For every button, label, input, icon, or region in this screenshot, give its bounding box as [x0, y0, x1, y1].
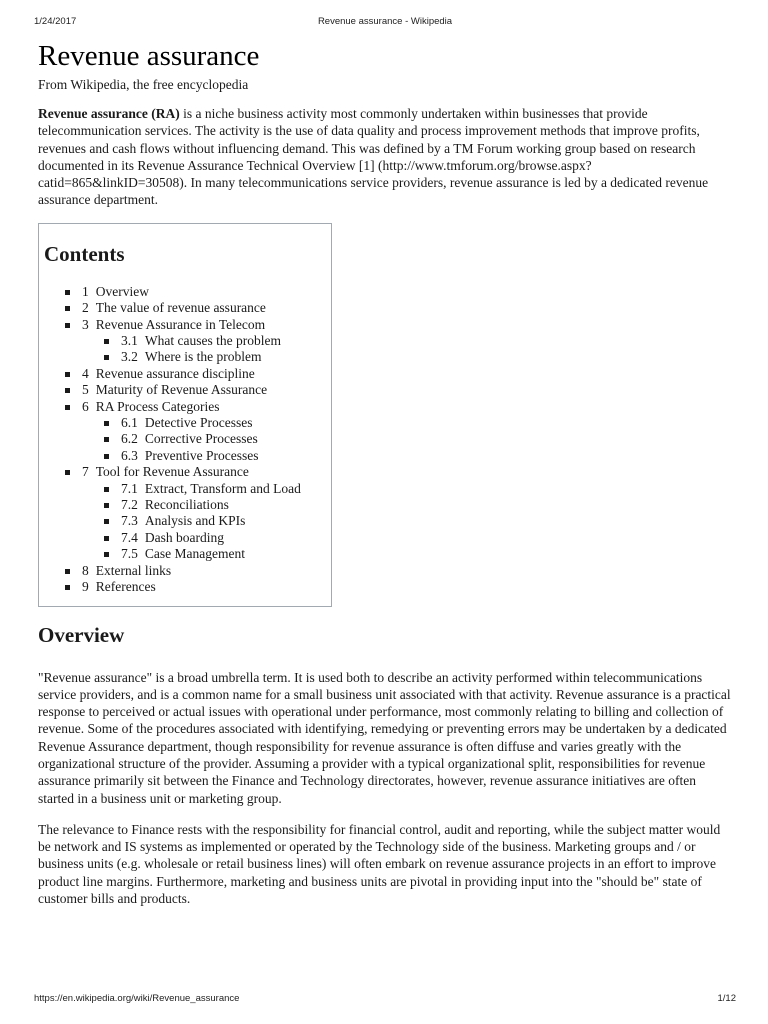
toc-item[interactable] — [44, 415, 326, 431]
toc-item-label[interactable]: Reconciliations — [144, 497, 229, 513]
toc-item[interactable] — [44, 563, 326, 579]
toc-item-number: 2 — [82, 300, 89, 316]
toc-item-label[interactable]: Dash boarding — [144, 529, 224, 545]
intro-text: is a niche business activity most commonly undertaken within businesses that provide telecommunication services. The activity is the use of data quality and process improvement methods that improve profits, revenues and cash flows without influencing demand. This was defined by a TM Forum working group based on research documented in its Revenue Assurance Technical Overview [1] (http://www.tmforum.org/browse.aspx?catid=865&linkID=30508). In many telecommunications service providers, revenue assurance is led by a dedicated revenue assurance department. — [38, 106, 709, 208]
toc-item-number: 3.1 — [121, 333, 138, 348]
print-page-title: Revenue assurance - Wikipedia — [317, 16, 453, 27]
toc-item-number: 5 — [82, 382, 89, 398]
toc-title: Contents — [44, 241, 125, 266]
toc-item-number: 4 — [82, 365, 89, 381]
toc-item[interactable] — [44, 382, 326, 398]
toc-item-label[interactable]: Tool for Revenue Assurance — [95, 464, 249, 480]
toc-item-number: 1 — [82, 283, 89, 299]
print-footer — [34, 993, 736, 1007]
toc-item[interactable] — [44, 333, 326, 349]
toc-item-label[interactable]: References — [95, 579, 156, 595]
toc-item-label[interactable]: What causes the problem — [144, 333, 281, 348]
toc-item-number: 8 — [82, 562, 89, 578]
toc-item-number: 6 — [82, 398, 89, 414]
toc-item[interactable] — [44, 431, 326, 447]
toc-item-label[interactable]: Preventive Processes — [144, 447, 259, 463]
toc-item-label[interactable]: Case Management — [144, 546, 245, 562]
toc-item-number: 6.3 — [121, 447, 138, 463]
toc-item-label[interactable]: External links — [95, 562, 172, 578]
toc-item[interactable] — [44, 579, 326, 595]
toc-item-number: 3 — [82, 316, 89, 332]
print-header — [34, 16, 736, 30]
toc-item-label[interactable]: Where is the problem — [144, 349, 262, 365]
toc-item-label[interactable]: Revenue assurance discipline — [95, 365, 255, 381]
toc-item[interactable] — [44, 349, 326, 365]
intro-paragraph — [38, 105, 734, 209]
toc-item-number: 3.2 — [121, 349, 138, 365]
print-page-number: 1/12 — [717, 993, 736, 1004]
toc-list — [44, 284, 326, 596]
toc-item-number: 7 — [82, 464, 89, 480]
print-date: 1/24/2017 — [34, 16, 77, 27]
toc-item-number: 9 — [82, 579, 89, 595]
toc-item-label[interactable]: Analysis and KPIs — [144, 513, 246, 529]
article-content — [38, 36, 734, 921]
toc-item[interactable] — [44, 317, 326, 333]
toc-item[interactable] — [44, 399, 326, 415]
intro-bold-term: Revenue assurance (RA) — [38, 106, 180, 121]
toc-item-number: 7.4 — [121, 529, 138, 545]
toc-item-number: 7.2 — [121, 497, 138, 513]
toc-item-number: 6.2 — [121, 431, 138, 447]
overview-paragraph-1: "Revenue assurance" is a broad umbrella term. It is used both to describe an activity performed within telecommunications service providers, and is a common name for a small business unit associated with that activity. Revenue assurance is a practical response to perceived or actual issues with operational under performance, most commonly relating to billing and collection of revenue. Some of the procedures associated with identifying, remedying or preventing errors may be undertaken by a dedicated Revenue Assurance department, though responsibility for revenue assurance is often diffuse and varies greatly with the organizational structure of the provider. Assuming a provider with a typical organizational split, responsibilities for revenue assurance primarily sit between the Finance and Technology directorates, however, revenue assurance initiatives are often started in a business unit or marketing group. — [38, 669, 731, 806]
toc-item[interactable] — [44, 481, 326, 497]
print-url: https://en.wikipedia.org/wiki/Revenue_assurance — [34, 993, 240, 1004]
toc-item-label[interactable]: Corrective Processes — [144, 431, 258, 447]
page-title: Revenue assurance — [38, 40, 260, 72]
table-of-contents — [38, 223, 332, 607]
toc-item-label[interactable]: Extract, Transform and Load — [144, 480, 301, 496]
toc-item-number: 7.1 — [121, 480, 138, 496]
toc-item-label[interactable]: The value of revenue assurance — [95, 300, 266, 316]
toc-item[interactable] — [44, 546, 326, 562]
toc-item-label[interactable]: Overview — [95, 283, 149, 299]
section-heading-overview: Overview — [38, 622, 125, 647]
toc-item[interactable] — [44, 513, 326, 529]
toc-item[interactable] — [44, 530, 326, 546]
tagline: From Wikipedia, the free encyclopedia — [38, 77, 249, 92]
toc-item[interactable] — [44, 300, 326, 316]
toc-item-label[interactable]: RA Process Categories — [95, 398, 220, 414]
toc-item[interactable] — [44, 448, 326, 464]
toc-item[interactable] — [44, 284, 326, 300]
toc-item[interactable] — [44, 464, 326, 480]
toc-item-number: 7.3 — [121, 513, 138, 529]
toc-item-label[interactable]: Maturity of Revenue Assurance — [95, 382, 268, 398]
toc-item[interactable] — [44, 366, 326, 382]
toc-item-label[interactable]: Revenue Assurance in Telecom — [95, 316, 266, 332]
toc-item-number: 6.1 — [121, 415, 138, 431]
overview-paragraph-2: The relevance to Finance rests with the responsibility for financial control, audit and reporting, while the subject matter would be network and IS systems as implemented or operated by the Technology side of the business. Marketing groups and / or business units (e.g. wholesale or retail business lines) will often embark on revenue assurance projects in an effort to improve product line margins. Furthermore, marketing and business units are pivotal in providing input into the "should be" state of customer bills and products. — [38, 821, 721, 907]
toc-item-number: 7.5 — [121, 546, 138, 562]
toc-item-label[interactable]: Detective Processes — [144, 415, 253, 431]
toc-item[interactable] — [44, 497, 326, 513]
